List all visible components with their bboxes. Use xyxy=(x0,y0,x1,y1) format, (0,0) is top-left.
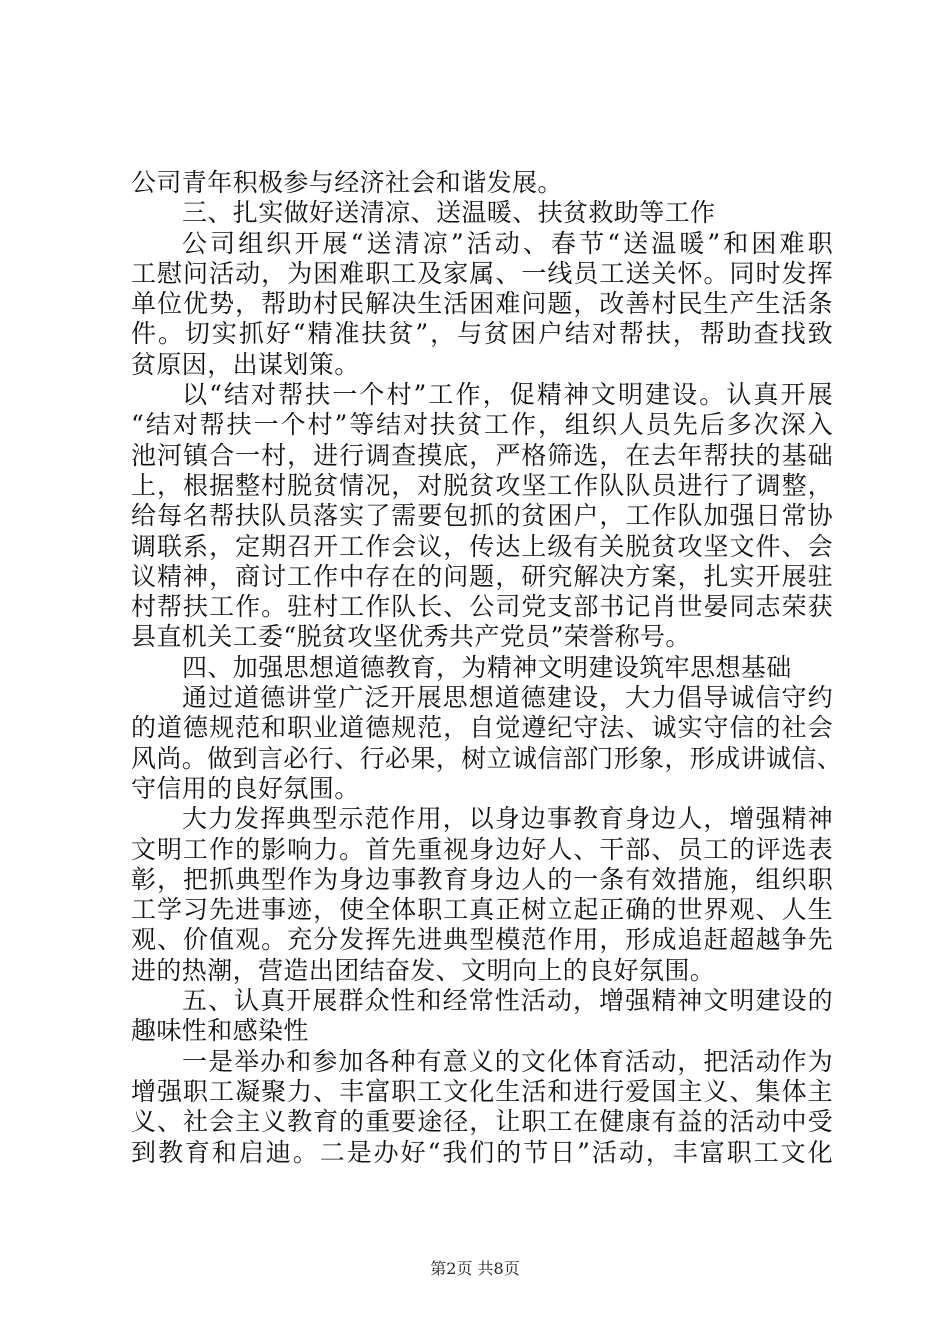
text-line: 守信用的良好氛围。 xyxy=(131,773,360,803)
body-text xyxy=(131,168,843,1168)
text-line: 上，根据整村脱贫情况，对脱贫攻坚工作队队员进行了调整， xyxy=(131,470,833,500)
text-line: 议精神，商讨工作中存在的问题，研究解决方案，扎实开展驻 xyxy=(131,561,833,591)
text-line: 一是举办和参加各种有意义的文化体育活动，把活动作为 xyxy=(182,1046,833,1076)
text-line: 给每名帮扶队员落实了需要包抓的贫困户，工作队加强日常协 xyxy=(131,501,833,531)
text-line: 贫原因，出谋划策。 xyxy=(131,349,360,379)
text-line: 五、认真开展群众性和经常性活动，增强精神文明建设的 xyxy=(182,986,833,1016)
text-line: 趣味性和感染性 xyxy=(131,1016,309,1046)
text-line: 的道德规范和职业道德规范，自觉遵纪守法、诚实守信的社会 xyxy=(131,713,833,743)
text-line: 公司组织开展“送清凉”活动、春节“送温暖”和困难职 xyxy=(182,228,833,258)
text-line: 工学习先进事迹，使全体职工真正树立起正确的世界观、人生 xyxy=(131,895,833,925)
text-line: 三、扎实做好送清凉、送温暖、扶贫救助等工作 xyxy=(182,198,716,228)
text-line: 池河镇合一村，进行调查摸底，严格筛选，在去年帮扶的基础 xyxy=(131,440,833,470)
text-line: 单位优势，帮助村民解决生活困难问题，改善村民生产生活条 xyxy=(131,289,833,319)
text-line: 以“结对帮扶一个村”工作，促精神文明建设。认真开展 xyxy=(182,380,833,410)
text-line: 义、社会主义教育的重要途径，让职工在健康有益的活动中受 xyxy=(131,1107,833,1137)
text-line: “结对帮扶一个村”等结对扶贫工作，组织人员先后多次深入 xyxy=(131,410,833,440)
text-line: 四、加强思想道德教育，为精神文明建设筑牢思想基础 xyxy=(182,652,792,682)
text-line: 公司青年积极参与经济社会和谐发展。 xyxy=(131,168,563,197)
text-line: 大力发挥典型示范作用，以身边事教育身边人，增强精神 xyxy=(182,804,833,834)
text-line: 观、价值观。充分发挥先进典型模范作用，形成追赶超越争先 xyxy=(131,925,833,955)
text-line: 进的热潮，营造出团结奋发、文明向上的良好氛围。 xyxy=(131,955,716,985)
text-line: 村帮扶工作。驻村工作队长、公司党支部书记肖世晏同志荣获 xyxy=(131,592,833,622)
text-line: 通过道德讲堂广泛开展思想道德建设，大力倡导诚信守约 xyxy=(182,683,833,713)
text-line: 县直机关工委“脱贫攻坚优秀共产党员”荣誉称号。 xyxy=(131,622,691,652)
text-line: 件。切实抓好“精准扶贫”，与贫困户结对帮扶，帮助查找致 xyxy=(131,319,833,349)
text-line: 调联系，定期召开工作会议，传达上级有关脱贫攻坚文件、会 xyxy=(131,531,833,561)
text-line: 风尚。做到言必行、行必果，树立诚信部门形象，形成讲诚信、 xyxy=(131,743,843,773)
text-line: 彰，把抓典型作为身边事教育身边人的一条有效措施，组织职 xyxy=(131,864,833,894)
text-line: 到教育和启迪。二是办好“我们的节日”活动，丰富职工文化 xyxy=(131,1137,833,1167)
text-line: 工慰问活动，为困难职工及家属、一线员工送关怀。同时发挥 xyxy=(131,258,833,288)
text-line: 文明工作的影响力。首先重视身边好人、干部、员工的评选表 xyxy=(131,834,833,864)
page-number-footer: 第2页 共8页 xyxy=(430,1259,520,1278)
text-line: 增强职工凝聚力、丰富职工文化生活和进行爱国主义、集体主 xyxy=(131,1076,833,1106)
